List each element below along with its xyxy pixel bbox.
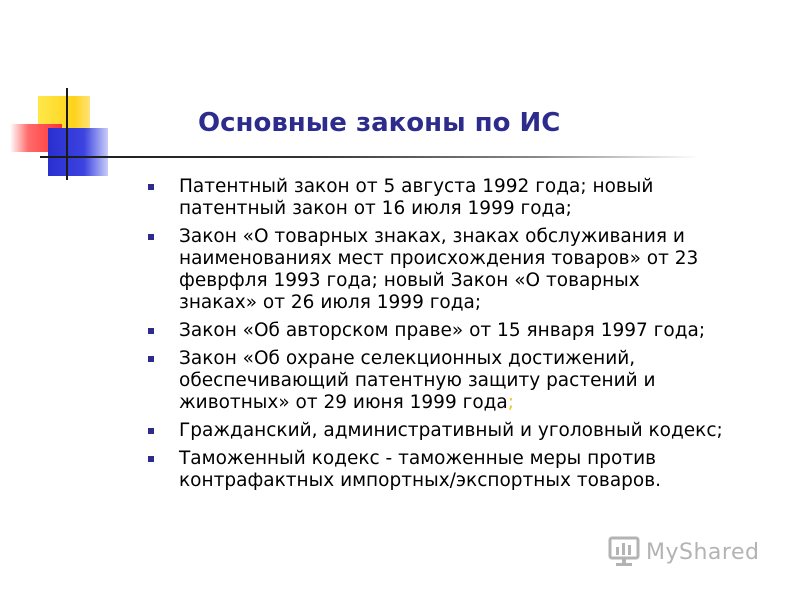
- bullet-text-line: Закон «Об охране селекционных достижений,: [179, 348, 636, 369]
- bullet-text-line: животных» от 29 июня 1999 года: [179, 392, 508, 413]
- bullet-marker-icon: [148, 184, 154, 190]
- title-underline: [40, 156, 700, 158]
- bullet-text-line: наименованиях мест происхождения товаров» от 23: [179, 248, 699, 269]
- watermark-text: MyShared: [646, 539, 760, 565]
- bullet-list: [148, 176, 768, 498]
- bullet-marker-icon: [148, 456, 154, 462]
- bullet-text-line: Таможенный кодекс - таможенные меры против: [179, 448, 657, 469]
- bullet-marker-icon: [148, 328, 154, 334]
- bullet-item: [148, 348, 768, 414]
- bullet-text-line: контрафактных импортных/экспортных товаров.: [179, 470, 662, 491]
- decor-vertical-line: [66, 88, 68, 180]
- bullet-item: [148, 420, 768, 442]
- myshared-logo-icon: [608, 536, 642, 568]
- bullet-marker-icon: [148, 234, 154, 240]
- bullet-marker-icon: [148, 428, 154, 434]
- bullet-text-line: Патентный закон от 5 августа 1992 года; новый: [179, 176, 654, 197]
- bullet-item: [148, 226, 768, 314]
- bullet-text-line: Гражданский, административный и уголовный кодекс;: [179, 420, 723, 441]
- bullet-item: [148, 448, 768, 492]
- bullet-accent-semicolon: ;: [507, 392, 514, 413]
- bullet-text-line: Закон «Об авторском праве» от 15 января 1997 года;: [179, 320, 706, 341]
- bullet-item: [148, 320, 768, 342]
- bullet-marker-icon: [148, 356, 154, 362]
- slide-title: Основные законы по ИС: [198, 108, 561, 138]
- bullet-text-line: феврфля 1993 года; новый Закон «О товарных: [179, 270, 640, 291]
- decor-blue-square: [48, 128, 108, 176]
- bullet-text-line: Закон «О товарных знаках, знаках обслуживания и: [179, 226, 685, 247]
- bullet-text-line: патентный закон от 16 июля 1999 года;: [179, 198, 572, 219]
- bullet-text-line: знаках» от 26 июля 1999 года;: [179, 292, 482, 313]
- bullet-text-line: обеспечивающий патентную защиту растений и: [179, 370, 656, 391]
- bullet-item: [148, 176, 768, 220]
- watermark: [608, 536, 759, 568]
